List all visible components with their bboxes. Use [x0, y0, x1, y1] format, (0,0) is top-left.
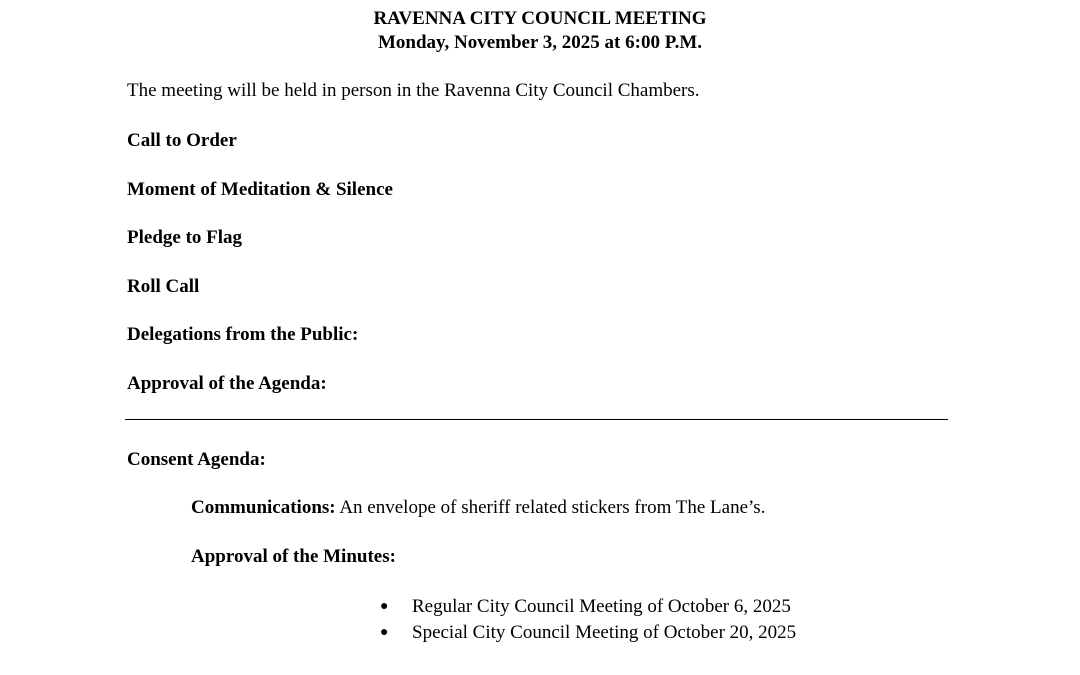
heading-minutes-approval: Approval of the Minutes:: [191, 546, 396, 567]
communications-text: An envelope of sheriff related stickers from The Lane’s.: [339, 497, 766, 518]
meeting-title: RAVENNA CITY COUNCIL MEETING: [373, 8, 707, 29]
heading-roll-call: Roll Call: [127, 276, 200, 297]
heading-delegations: Delegations from the Public:: [127, 324, 359, 345]
heading-consent-agenda: Consent Agenda:: [127, 449, 266, 470]
bullet-icon: ●: [380, 599, 389, 614]
heading-pledge: Pledge to Flag: [127, 227, 243, 248]
heading-call-to-order: Call to Order: [127, 130, 237, 151]
section-divider: [125, 419, 948, 420]
communications-line: [191, 497, 765, 519]
intro-text: The meeting will be held in person in the Ravenna City Council Chambers.: [127, 80, 700, 101]
communications-label: Communications:: [191, 497, 336, 518]
minutes-item: Special City Council Meeting of October 20, 2025: [412, 622, 797, 643]
heading-agenda-approval: Approval of the Agenda:: [127, 373, 327, 394]
heading-meditation: Moment of Meditation & Silence: [127, 179, 393, 200]
meeting-date: Monday, November 3, 2025 at 6:00 P.M.: [377, 32, 703, 53]
bullet-icon: ●: [380, 625, 389, 640]
minutes-item: Regular City Council Meeting of October 6, 2025: [412, 596, 791, 617]
